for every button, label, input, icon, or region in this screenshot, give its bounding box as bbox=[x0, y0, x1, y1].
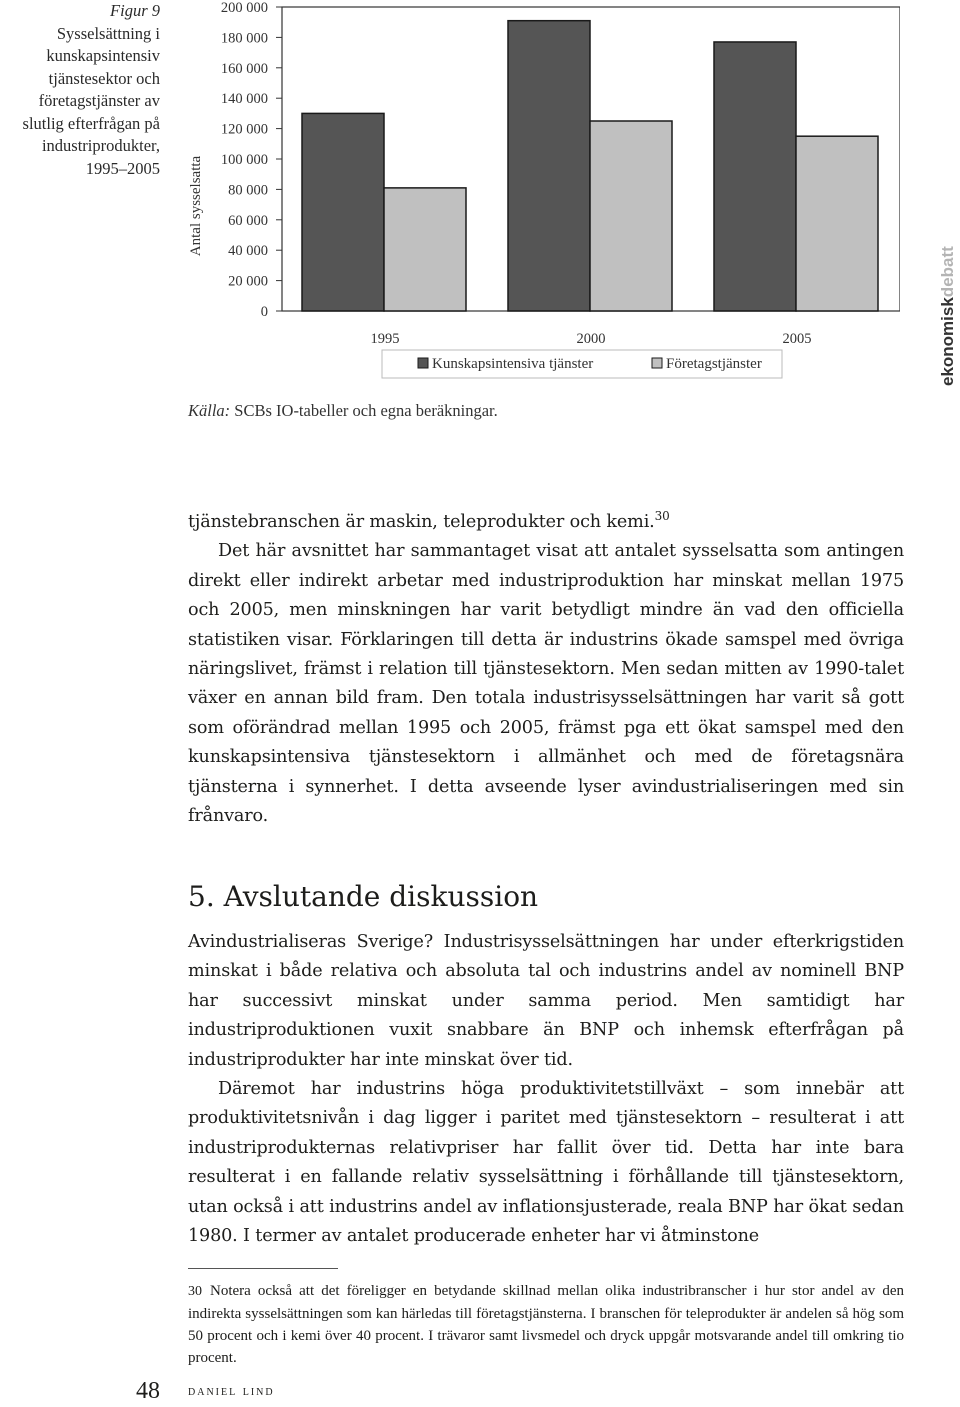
bar bbox=[302, 113, 384, 311]
legend-entry: Företagstjänster bbox=[666, 356, 762, 372]
paragraph-text: tjänstebranschen är maskin, teleprodukter och kemi. bbox=[188, 512, 655, 532]
bar bbox=[590, 121, 672, 311]
y-tick-label: 180 000 bbox=[220, 30, 268, 47]
y-tick-label: 120 000 bbox=[220, 121, 268, 138]
caption-line: kunskapsintensiv bbox=[46, 46, 160, 65]
y-tick-label: 100 000 bbox=[220, 152, 268, 168]
bar bbox=[508, 21, 590, 311]
x-tick-label: 2005 bbox=[782, 331, 812, 347]
section-heading: 5. Avslutande diskussion bbox=[188, 880, 539, 913]
brand-logo-part1: ekonomisk bbox=[938, 297, 957, 386]
figure-caption bbox=[0, 0, 160, 180]
caption-line: 1995–2005 bbox=[85, 158, 160, 178]
legend-swatch bbox=[652, 358, 662, 368]
y-tick-label: 60 000 bbox=[228, 212, 268, 229]
source-label: Källa: bbox=[188, 401, 231, 420]
y-axis-label: Antal sysselsatta bbox=[188, 155, 204, 257]
x-tick-label: 2000 bbox=[576, 331, 606, 347]
x-tick-label: 1995 bbox=[370, 331, 400, 347]
y-tick-label: 160 000 bbox=[220, 60, 268, 77]
running-author: daniel lind bbox=[188, 1384, 275, 1399]
body-text-top bbox=[188, 508, 904, 831]
paragraph: Avindustrialiseras Sverige? Industrisysselsättningen har under efterkrigstiden minskat i både relativa och absoluta tal och industrins andel av nominell BNP har successivt minskat under samma period. Men samtidigt har industriproduktionen vuxit snabbare än BNP och inhemsk efterfrågan på industriprodukter har inte minskat över tid. bbox=[188, 932, 904, 1070]
footnote-number: 30 bbox=[188, 1284, 202, 1299]
y-tick-label: 40 000 bbox=[228, 243, 268, 260]
footnote-rule bbox=[188, 1268, 338, 1269]
body-text-section bbox=[188, 928, 904, 1251]
footnote bbox=[188, 1280, 904, 1369]
caption-line: slutlig efterfrågan på bbox=[22, 113, 160, 133]
paragraph bbox=[188, 508, 904, 537]
legend-entry: Kunskapsintensiva tjänster bbox=[432, 356, 594, 372]
caption-line: företagstjänster av bbox=[38, 91, 160, 110]
legend-swatch bbox=[418, 358, 428, 368]
y-tick-label: 200 000 bbox=[220, 0, 268, 16]
bar bbox=[796, 136, 878, 311]
figure-label: Figur 9 bbox=[110, 1, 160, 20]
brand-logo bbox=[918, 246, 958, 386]
caption-line: industriprodukter, bbox=[41, 136, 160, 155]
source-text: SCBs IO-tabeller och egna beräkningar. bbox=[234, 401, 498, 420]
y-tick-label: 20 000 bbox=[228, 273, 268, 290]
caption-line: tjänstesektor och bbox=[48, 68, 160, 88]
y-tick-label: 0 bbox=[260, 304, 268, 320]
y-tick-label: 140 000 bbox=[220, 91, 268, 108]
bar bbox=[714, 42, 796, 311]
brand-logo-part2: debatt bbox=[938, 246, 957, 298]
page-number: 48 bbox=[136, 1378, 160, 1404]
y-tick-label: 80 000 bbox=[228, 182, 268, 199]
footnote-text: Notera också att det föreligger en betydande skillnad mellan olika industribranscher i hur stor andel av den indirekta sysselsättningen som kan härledas till företagstjänsterna. I branschen för teleprodukter är andelen så hög som 50 procent och i kemi över 40 procent. I trävaror samt livsmedel och dryck uppgår motsvarande andel till omkring tio procent. bbox=[188, 1283, 904, 1366]
caption-line: Sysselsättning i bbox=[56, 23, 160, 43]
footnote-ref: 30 bbox=[654, 509, 670, 523]
paragraph: Det här avsnittet har sammantaget visat att antalet sysselsatta som antingen direkt eller indirekt arbetar med industriproduktion har minskat mellan 1975 och 2005, men minskningen har varit betydligt mindre än vad den officiella statistiken visar. Förklaringen till detta är industrins ökade samspel med övriga näringslivet, främst i relation till tjänstesektorn. Men sedan mitten av 1990-talet växer en annan bild fram. Den totala industrisysselsättningen har varit så gott som oförändrad mellan 1995 och 2005, främst pga ett ökat samspel med den kunskapsintensiva tjänstesektorn i allmänhet och med de företagsnära tjänsterna i synnerhet. I detta avseende lyser avindustrialiseringen med sin frånvaro. bbox=[188, 541, 904, 827]
paragraph: Däremot har industrins höga produktivitetstillväxt – som innebär att produktivitetsnivån i dag ligger i paritet med tjänstesektorn – resulterat i att industriprodukternas relativpriser har fallit över tid. Detta har inte bara resulterat i en fallande relativ sysselsättning i förhållande till tjänstesektorn, utan också i att industrins andel av inflationsjusterade, reala BNP har ökat sedan 1980. I termer av antalet producerade enheter har vi åtminstone bbox=[188, 1079, 904, 1247]
bar bbox=[384, 188, 466, 311]
chart-source bbox=[188, 401, 498, 421]
employment-bar-chart bbox=[180, 0, 900, 390]
